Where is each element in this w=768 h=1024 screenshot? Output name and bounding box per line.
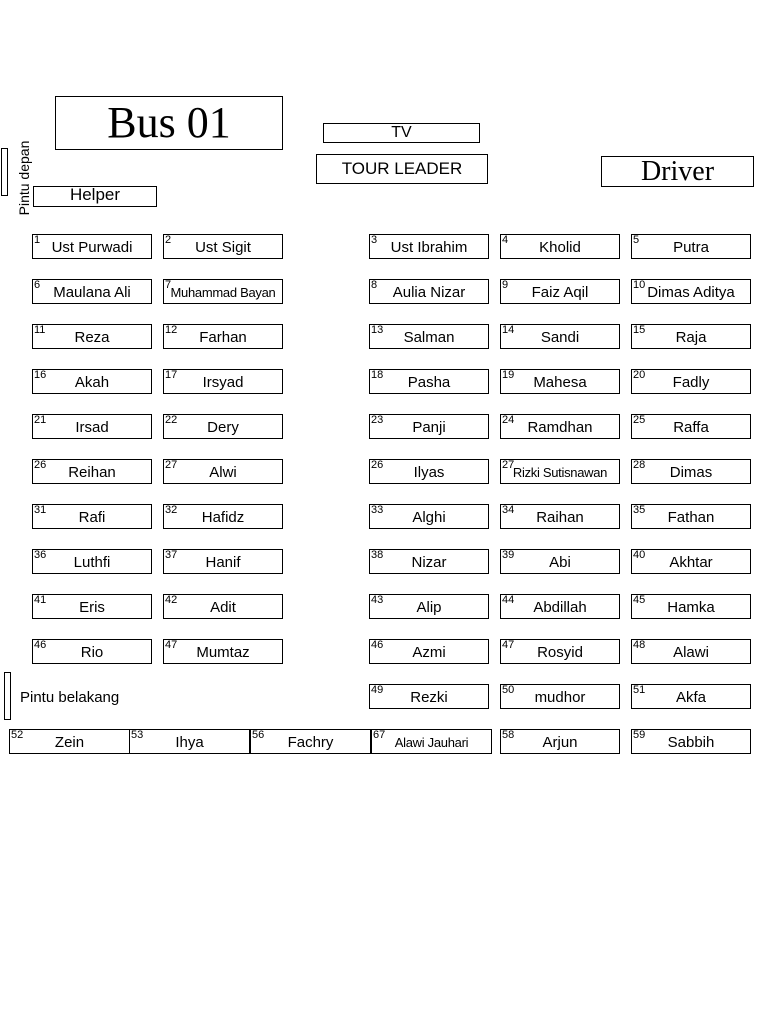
seat-name: Sandi xyxy=(540,329,580,346)
seat-box xyxy=(163,414,283,439)
seat-name: Alwi xyxy=(209,464,237,481)
seat-name: Alghi xyxy=(412,509,446,526)
seat-name: Fadly xyxy=(672,374,710,391)
seat-number: 4 xyxy=(502,234,509,246)
seat-number: 46 xyxy=(371,639,384,651)
seat-box xyxy=(129,729,250,754)
seat-name: Nizar xyxy=(411,554,447,571)
seat-number: 31 xyxy=(34,504,47,516)
seat-box xyxy=(631,594,751,619)
seat-number: 27 xyxy=(502,459,515,471)
seat-box xyxy=(163,639,283,664)
seat-name: Arjun xyxy=(542,734,578,751)
seat-name: Azmi xyxy=(412,644,446,661)
seat-name: Abi xyxy=(549,554,571,571)
front-door-label: Pintu depan xyxy=(16,140,32,216)
seat-name: mudhor xyxy=(534,689,586,706)
seat-box xyxy=(500,504,620,529)
seat-box xyxy=(32,639,152,664)
seat-name: Hanif xyxy=(205,554,241,571)
seat-number: 27 xyxy=(165,459,178,471)
seat-number: 40 xyxy=(633,549,646,561)
seat-name: Faiz Aqil xyxy=(531,284,589,301)
back-door-label: Pintu belakang xyxy=(20,689,120,706)
seat-box xyxy=(32,414,152,439)
seat-name: Hafidz xyxy=(201,509,245,526)
seat-box xyxy=(163,324,283,349)
seat-number: 56 xyxy=(252,729,265,741)
seat-number: 26 xyxy=(371,459,384,471)
seat-name: Rosyid xyxy=(537,644,583,661)
seat-name: Luthfi xyxy=(73,554,111,571)
seat-box xyxy=(500,729,620,754)
seat-number: 34 xyxy=(502,504,515,516)
seat-box xyxy=(163,504,283,529)
seat-number: 13 xyxy=(371,324,384,336)
seat-number: 5 xyxy=(633,234,640,246)
seat-name: Reihan xyxy=(68,464,116,481)
seat-number: 12 xyxy=(165,324,178,336)
seat-box xyxy=(631,279,751,304)
tv-box: TV xyxy=(323,123,480,143)
seat-box xyxy=(631,639,751,664)
seat-number: 16 xyxy=(34,369,47,381)
seat-name: Muhammad Bayan xyxy=(170,285,276,300)
seat-number: 26 xyxy=(34,459,47,471)
seat-name: Ramdhan xyxy=(527,419,593,436)
seat-box xyxy=(250,729,371,754)
seat-box xyxy=(32,279,152,304)
seat-number: 6 xyxy=(34,279,41,291)
seat-number: 36 xyxy=(34,549,47,561)
seat-box xyxy=(631,324,751,349)
seat-name: Salman xyxy=(403,329,455,346)
seat-name: Mumtaz xyxy=(196,644,250,661)
seat-number: 17 xyxy=(165,369,178,381)
seat-number: 44 xyxy=(502,594,515,606)
seat-name: Reza xyxy=(74,329,110,346)
seat-name: Rafi xyxy=(78,509,106,526)
seat-name: Eris xyxy=(79,599,105,616)
seat-number: 18 xyxy=(371,369,384,381)
seat-number: 45 xyxy=(633,594,646,606)
seat-name: Raihan xyxy=(536,509,584,526)
seat-box xyxy=(631,684,751,709)
seat-number: 49 xyxy=(371,684,384,696)
helper-box: Helper xyxy=(33,186,157,207)
seat-box xyxy=(631,234,751,259)
seat-name: Adit xyxy=(210,599,236,616)
seat-box xyxy=(500,684,620,709)
seat-box xyxy=(369,684,489,709)
seat-number: 21 xyxy=(34,414,47,426)
seat-name: Putra xyxy=(673,239,709,256)
seat-number: 67 xyxy=(373,729,386,741)
seat-name: Pasha xyxy=(407,374,451,391)
seat-name: Dimas xyxy=(669,464,713,481)
seat-number: 58 xyxy=(502,729,515,741)
seat-box xyxy=(500,639,620,664)
seat-name: Rezki xyxy=(410,689,448,706)
seat-number: 25 xyxy=(633,414,646,426)
seat-number: 47 xyxy=(165,639,178,651)
seat-box xyxy=(631,504,751,529)
seat-box xyxy=(369,279,489,304)
seat-number: 35 xyxy=(633,504,646,516)
seat-number: 41 xyxy=(34,594,47,606)
seat-box xyxy=(163,279,283,304)
bus-title: Bus 01 xyxy=(55,96,283,150)
seat-number: 52 xyxy=(11,729,24,741)
seat-name: Raffa xyxy=(673,419,709,436)
seat-box xyxy=(500,324,620,349)
seat-number: 50 xyxy=(502,684,515,696)
tour-leader-box: TOUR LEADER xyxy=(316,154,488,184)
seat-box xyxy=(369,459,489,484)
seat-number: 11 xyxy=(34,324,46,336)
seat-name: Ihya xyxy=(175,734,204,751)
seat-box xyxy=(32,504,152,529)
seat-name: Sabbih xyxy=(667,734,715,751)
seat-box xyxy=(631,729,751,754)
seat-name: Irsyad xyxy=(202,374,244,391)
seat-name: Ust Ibrahim xyxy=(390,239,468,256)
seat-box xyxy=(32,234,152,259)
seat-number: 33 xyxy=(371,504,384,516)
seat-number: 46 xyxy=(34,639,47,651)
seat-number: 42 xyxy=(165,594,178,606)
seat-box xyxy=(631,369,751,394)
seat-box xyxy=(9,729,130,754)
seat-number: 7 xyxy=(165,279,172,291)
seat-number: 20 xyxy=(633,369,646,381)
seat-name: Ust Purwadi xyxy=(51,239,133,256)
seat-box xyxy=(163,369,283,394)
seat-number: 28 xyxy=(633,459,646,471)
seat-number: 3 xyxy=(371,234,378,246)
seat-name: Panji xyxy=(412,419,446,436)
seat-name: Alip xyxy=(416,599,442,616)
driver-box: Driver xyxy=(601,156,754,187)
seat-number: 10 xyxy=(633,279,646,291)
seat-box xyxy=(369,369,489,394)
seat-box xyxy=(500,279,620,304)
seat-box xyxy=(500,234,620,259)
seat-box xyxy=(631,414,751,439)
seat-number: 53 xyxy=(131,729,144,741)
back-door-marker xyxy=(4,672,11,720)
seat-box xyxy=(163,234,283,259)
seat-name: Alawi xyxy=(673,644,709,661)
seat-name: Ust Sigit xyxy=(195,239,251,256)
seat-name: Akhtar xyxy=(669,554,713,571)
seat-name: Fathan xyxy=(667,509,715,526)
seat-number: 19 xyxy=(502,369,515,381)
seat-box xyxy=(163,549,283,574)
seat-box xyxy=(32,549,152,574)
seat-name: Akah xyxy=(74,374,110,391)
seat-name: Dery xyxy=(207,419,239,436)
seat-box xyxy=(32,369,152,394)
seat-number: 22 xyxy=(165,414,178,426)
seat-box xyxy=(369,594,489,619)
seat-number: 1 xyxy=(34,234,41,246)
seat-box xyxy=(500,459,620,484)
seat-box xyxy=(371,729,492,754)
seat-number: 38 xyxy=(371,549,384,561)
seat-number: 43 xyxy=(371,594,384,606)
seat-number: 9 xyxy=(502,279,509,291)
seat-number: 48 xyxy=(633,639,646,651)
seat-name: Fachry xyxy=(287,734,334,751)
seat-name: Mahesa xyxy=(533,374,587,391)
front-door-marker xyxy=(1,148,8,196)
seat-name: Alawi Jauhari xyxy=(394,735,469,750)
seat-box xyxy=(631,549,751,574)
seat-name: Kholid xyxy=(539,239,581,256)
seat-box xyxy=(500,594,620,619)
seat-number: 47 xyxy=(502,639,515,651)
seat-name: Aulia Nizar xyxy=(392,284,466,301)
seat-box xyxy=(500,549,620,574)
seat-name: Rizki Sutisnawan xyxy=(512,465,608,480)
seat-number: 14 xyxy=(502,324,515,336)
seat-box xyxy=(500,414,620,439)
seat-box xyxy=(32,324,152,349)
seat-box xyxy=(163,594,283,619)
seat-number: 37 xyxy=(165,549,178,561)
seat-number: 32 xyxy=(165,504,178,516)
seat-name: Hamka xyxy=(667,599,715,616)
seat-box xyxy=(500,369,620,394)
seat-name: Raja xyxy=(675,329,707,346)
seat-number: 2 xyxy=(165,234,172,246)
seat-box xyxy=(369,549,489,574)
seat-name: Dimas Aditya xyxy=(647,284,735,301)
seat-number: 8 xyxy=(371,279,378,291)
seat-box xyxy=(369,639,489,664)
seat-box xyxy=(163,459,283,484)
seat-box xyxy=(369,504,489,529)
seat-name: Farhan xyxy=(199,329,247,346)
seat-number: 15 xyxy=(633,324,646,336)
seat-number: 23 xyxy=(371,414,384,426)
seat-number: 39 xyxy=(502,549,515,561)
seat-name: Abdillah xyxy=(533,599,587,616)
seat-box xyxy=(32,459,152,484)
seat-box xyxy=(631,459,751,484)
seat-number: 51 xyxy=(633,684,646,696)
seat-box xyxy=(369,234,489,259)
seat-name: Irsad xyxy=(75,419,109,436)
seat-name: Maulana Ali xyxy=(53,284,131,301)
seat-name: Akfa xyxy=(675,689,706,706)
seat-box xyxy=(32,594,152,619)
seat-name: Rio xyxy=(80,644,104,661)
seat-name: Ilyas xyxy=(413,464,445,481)
seat-box xyxy=(369,414,489,439)
seat-box xyxy=(369,324,489,349)
seat-number: 59 xyxy=(633,729,646,741)
seat-name: Zein xyxy=(54,734,85,751)
seat-number: 24 xyxy=(502,414,515,426)
